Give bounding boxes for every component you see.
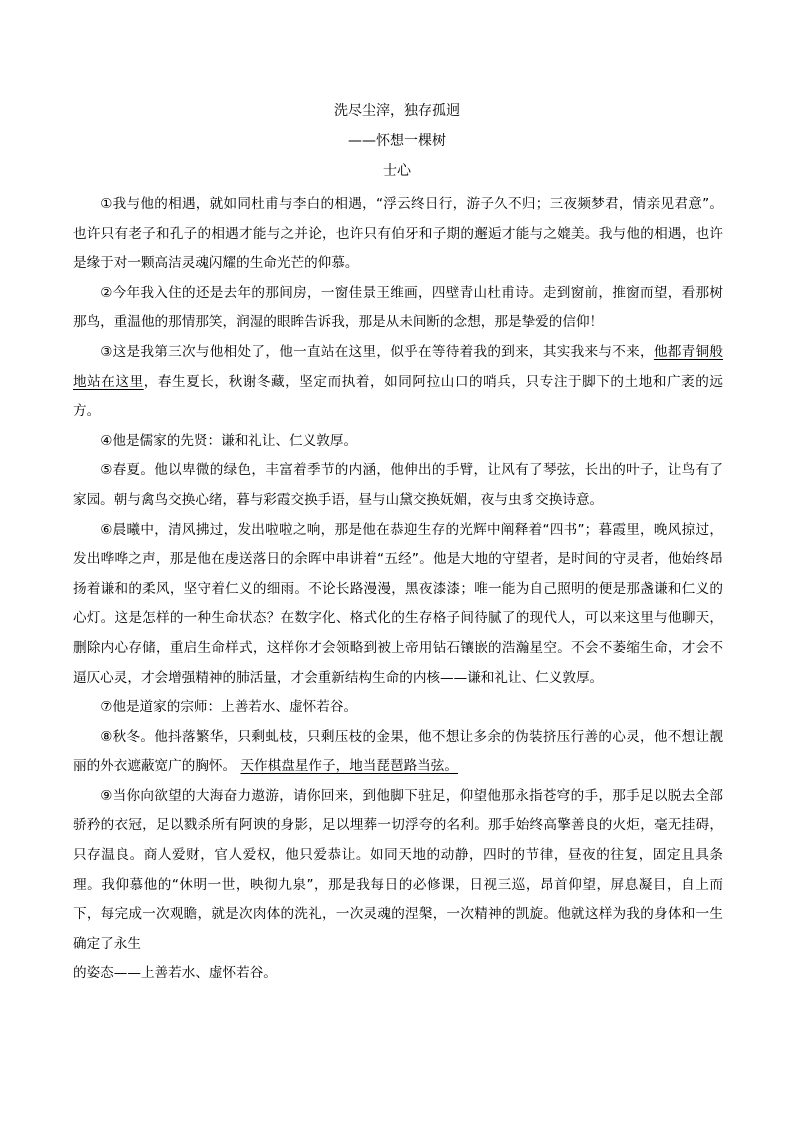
article-subtitle: ——怀想一棵树 [348,133,446,149]
paragraph-3-text-start: ③这是我第三次与他相处了，他一直站在这里，似乎在等待着我的到来，其实我来与不来， [100,343,654,360]
paragraph-3 [73,338,723,427]
paragraph-5: ⑤春夏。他以卑微的绿色，丰富着季节的内涵，他伸出的手臂，让风有了琴弦，长出的叶子，让鸟有了家园。朝与禽鸟交换心绪，暮与彩霞交换手语，昼与山黛交换妩媚，夜与虫豸交换诗意。 [73,462,723,508]
paragraph-8-text: ⑧秋冬。他抖落繁华，只剩虬枝，只剩压枝的金果，他不想让多余的伪装挤压行善的心灵，他不想让靓丽的外衣遮蔽宽广的胸怀。 [73,728,723,775]
paragraph-9: ⑨当你向欲望的大海奋力遨游，请你回来，到他脚下驻足，仰望他那永指苍穹的手，那手足以脱去全部骄矜的衣冠，足以戮杀所有阿谀的身影，足以埋葬一切浮夸的名利。那手始终高擎善良的火炬，毫无挂碍，只存温良。商人爱财，官人爱权，他只爱恭让。如同天地的动静，四时的节律，昼夜的往复，固定且具条理。我仰慕他的“休明一世，映彻九泉”，那是我每日的必修课，日视三巡，昂首仰望，屏息凝目，自上而下，每完成一次观瞻，就是次肉体的洗礼，一次灵魂的涅槃，一次精神的凯旋。他就这样为我的身体和一生确定了永生 [73,787,723,952]
underlined-phrase-bronze: 他都青铜般地站在这里 [73,343,724,390]
paragraph-7: ⑦他是道家的宗师：上善若水、虚怀若谷。 [100,699,358,716]
paragraph-1: ①我与他的相遇，就如同杜甫与李白的相遇，“浮云终日行，游子久不归；三夜频梦君，情亲见君意”。也许只有老子和孔子的相遇才能与之并论，也许只有伯牙和子期的邂逅才能与之媲美。我与他的相遇，也许是缘于对一颗高洁灵魂闪耀的生命光芒的仰慕。 [73,196,723,272]
paragraph-2: ②今年我入住的还是去年的那间房，一窗佳景王维画，四壁青山杜甫诗。走到窗前，推窗而望，看那树那鸟，重温他的那情那笑，润湿的眼眸告诉我，那是从未间断的念想，那是挚爱的信仰！ [73,284,723,331]
article-title: 洗尽尘滓，独存孤迥 [334,103,460,119]
paragraph-10: 的姿态——上善若水、虚怀若谷。 [73,965,277,982]
paragraph-4: ④他是儒家的先贤：谦和礼让、仁义敦厚。 [100,432,358,449]
paragraph-6: ⑥晨曦中，清风拂过，发出啦啦之响，那是他在恭迎生存的光辉中阐释着“四书”；暮霞里，晚风掠过，发出哗哗之声，那是他在虔送落日的余晖中串讲着“五经”。他是大地的守望者，是时间的守灵者，他始终昂扬着谦和的柔风，坚守着仁义的细雨。不论长路漫漫，黑夜漆漆；唯一能为自己照明的便是那盏谦和仁义的心灯。这是怎样的一种生命状态？在数字化、格式化的生存格子间待腻了的现代人，可以来这里与他聊天，删除内心存储，重启生命样式，这样你才会领略到被上帝用钻石镶嵌的浩瀚星空。不会不萎缩生命，才会不逼仄心灵，才会增强精神的肺活量，才会重新结构生命的内核——谦和礼让、仁义敦厚。 [73,521,723,686]
paragraph-3-text-end: ，春生夏长，秋谢冬藏，坚定而执着，如同阿拉山口的哨兵，只专注于脚下的土地和广袤的远方。 [73,373,724,420]
underlined-phrase-chessboard: 天作棋盘星作子，地当琵琶路当弦。 [240,758,458,775]
paragraph-8 [73,723,723,782]
article-author: 士心 [383,163,411,179]
article-body [73,190,723,989]
